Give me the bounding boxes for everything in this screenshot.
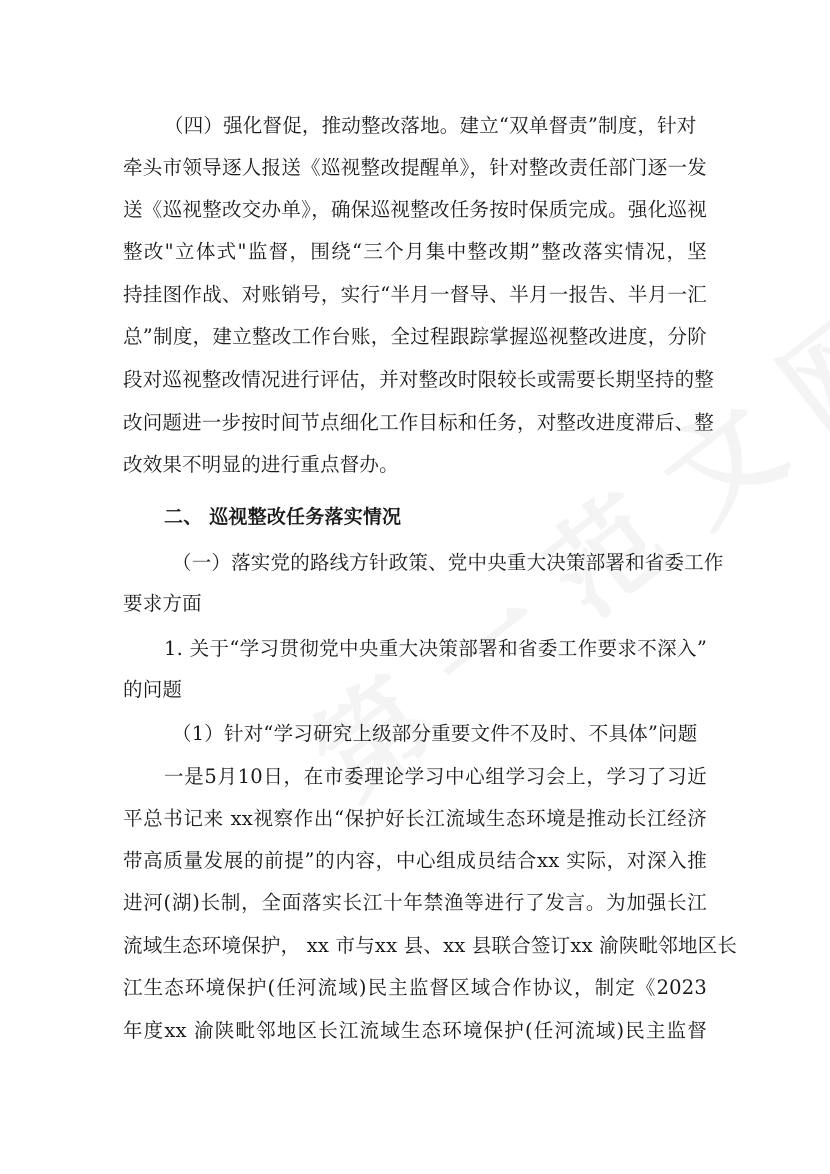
item-1-1-body-line-5: 流域生态环境保护， xx 市与xx 县、xx 县联合签订xx 渝陕毗邻地区长 [123, 934, 738, 957]
paragraph-4-line-6: 总”制度，建立整改工作台账，全过程跟踪掌握巡视整改进度，分阶 [123, 325, 707, 348]
subsection-1-line-1: （一）落实党的路线方针政策、党中央重大决策部署和省委工作 [172, 551, 724, 574]
paragraph-4-line-2: 牵头市领导逐人报送《巡视整改提醒单》，针对整改责任部门逐一发 [123, 156, 707, 179]
paragraph-4-line-8: 改问题进一步按时间节点细化工作目标和任务，对整改进度滞后、整 [123, 411, 715, 434]
item-1-1-body-line-7: 年度xx 渝陕毗邻地区长江流域生态环境保护(任河流域)民主监督 [123, 1019, 707, 1042]
item-1-1-body-line-4: 进河(湖)长制，全面落实长江十年禁渔等进行了发言。为加强长江 [123, 891, 707, 914]
subsection-1-line-2: 要求方面 [123, 592, 202, 615]
item-1-1-body-line-3: 带高质量发展的前提”的内容，中心组成员结合xx 实际，对深入推 [123, 849, 707, 872]
item-1-line-2: 的问题 [123, 678, 183, 701]
paragraph-4-line-1: （四）强化督促，推动整改落地。建立“双单督责”制度，针对 [164, 114, 697, 137]
section-2-heading: 二、 巡视整改任务落实情况 [164, 506, 402, 528]
item-1-1-heading: （1）针对“学习研究上级部分重要文件不及时、不具体”问题 [172, 722, 698, 745]
paragraph-4-line-5: 持挂图作战、对账销号，实行“半月一督导、半月一报告、半月一汇 [123, 283, 707, 306]
paragraph-4-line-4: 整改"立体式"监督，围绕“三个月集中整改期”整改落实情况，坚 [123, 240, 707, 263]
item-1-1-body-line-6: 江生态环境保护(任河流域)民主监督区域合作协议，制定《2023 [123, 976, 707, 999]
item-1-1-body-line-2: 平总书记来 xx视察作出“保护好长江流域生态环境是推动长江经济 [123, 807, 707, 830]
paragraph-4-line-3: 送《巡视整改交办单》，确保巡视整改任务按时保质完成。强化巡视 [123, 198, 707, 221]
paragraph-4-line-7: 段对巡视整改情况进行评估，并对整改时限较长或需要长期坚持的整 [123, 368, 715, 391]
item-1-line-1: 1. 关于“学习贯彻党中央重大决策部署和省委工作要求不深入” [164, 637, 707, 660]
item-1-1-body-line-1: 一是5月10日，在市委理论学习中心组学习会上，学习了习近 [164, 765, 707, 788]
paragraph-4-line-9: 改效果不明显的进行重点督办。 [123, 453, 399, 476]
